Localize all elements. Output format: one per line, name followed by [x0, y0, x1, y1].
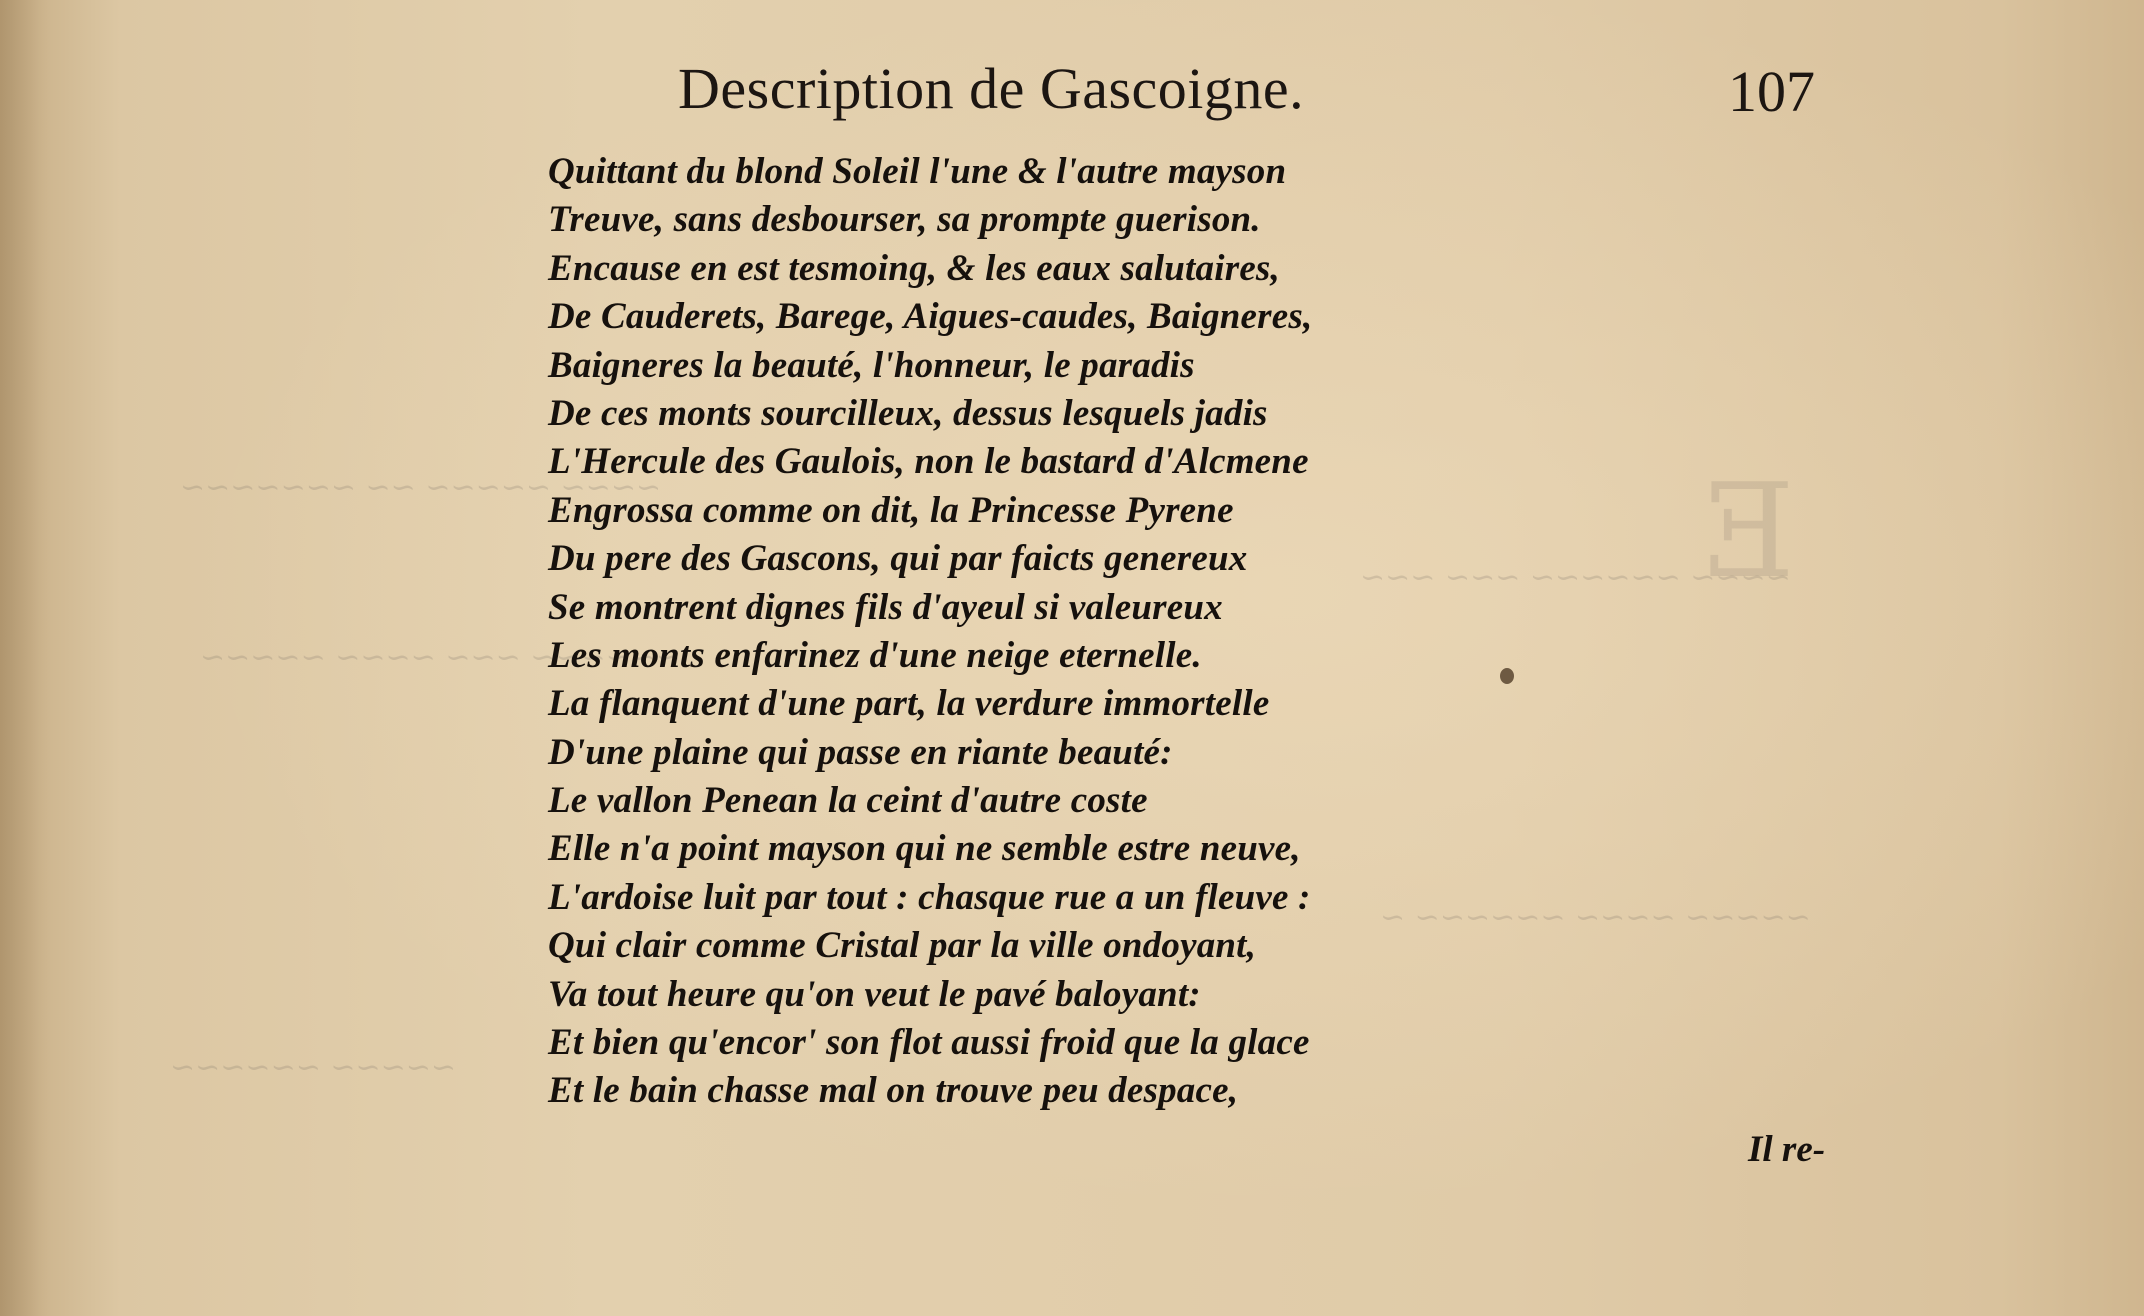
verse-line: Treuve, sans desbourser, sa prompte guerison.	[548, 199, 1261, 241]
verse-line: Encause en est tesmoing, & les eaux salutaires,	[548, 247, 1280, 289]
verse-line: Et le bain chasse mal on trouve peu despace,	[548, 1070, 1239, 1112]
verse-line: Les monts enfarinez d'une neige eternelle.	[548, 634, 1202, 676]
verse-line: De ces monts sourcilleux, dessus lesquels jadis	[548, 392, 1268, 434]
verse-line: De Cauderets, Barege, Aigues-caudes, Baigneres,	[548, 296, 1313, 338]
verse-line: Du pere des Gascons, qui par faicts genereux	[548, 538, 1248, 580]
page-number: 107	[1728, 59, 1815, 124]
verse-line: Va tout heure qu'on veut le pavé baloyant:	[548, 973, 1201, 1015]
verse-line: Qui clair comme Cristal par la ville ondoyant,	[548, 925, 1257, 967]
show-through-text: ~~~~~ ~~~~~~	[170, 1050, 457, 1085]
verse-line: La flanquent d'une part, la verdure immortelle	[548, 683, 1270, 725]
verse-line: L'ardoise luit par tout : chasque rue a un fleuve :	[548, 876, 1311, 918]
show-through-text: ~~~~~ ~~~~ ~~~~~~ ~	[1380, 900, 1811, 935]
verse-line: Quittant du blond Soleil l'une & l'autre mayson	[548, 151, 1287, 192]
running-title: Description de Gascoigne.	[678, 56, 1305, 121]
catchword: Il re-	[1748, 1129, 1826, 1170]
poem-verses	[548, 148, 1312, 1116]
verse-line: Se montrent dignes fils d'ayeul si valeureux	[548, 586, 1223, 628]
show-through-initial: E	[1700, 455, 1795, 607]
verse-line: Le vallon Penean la ceint d'autre coste	[548, 780, 1148, 822]
verse-line: Et bien qu'encor' son flot aussi froid que la glace	[548, 1022, 1310, 1064]
ink-spot	[1500, 668, 1514, 684]
verse-line: Engrossa comme on dit, la Princesse Pyrene	[548, 489, 1234, 531]
page-edge-shadow	[0, 0, 50, 1316]
verse-line: Baigneres la beauté, l'honneur, le paradis	[548, 344, 1195, 386]
show-through-text: ~~~~ ~~~~~~ ~~~ ~~~	[1360, 560, 1791, 595]
show-through-text: ~~~~ ~~~~~ ~~ ~~~~~~~	[180, 470, 662, 505]
verse-line: Elle n'a point mayson qui ne semble estre neuve,	[548, 828, 1301, 870]
show-through-text: ~~~~~~ ~~~ ~~~~ ~~~~~	[200, 640, 682, 675]
verse-line: L'Hercule des Gaulois, non le bastard d'Alcmene	[548, 441, 1309, 483]
verse-line: D'une plaine qui passe en riante beauté:	[548, 731, 1173, 773]
